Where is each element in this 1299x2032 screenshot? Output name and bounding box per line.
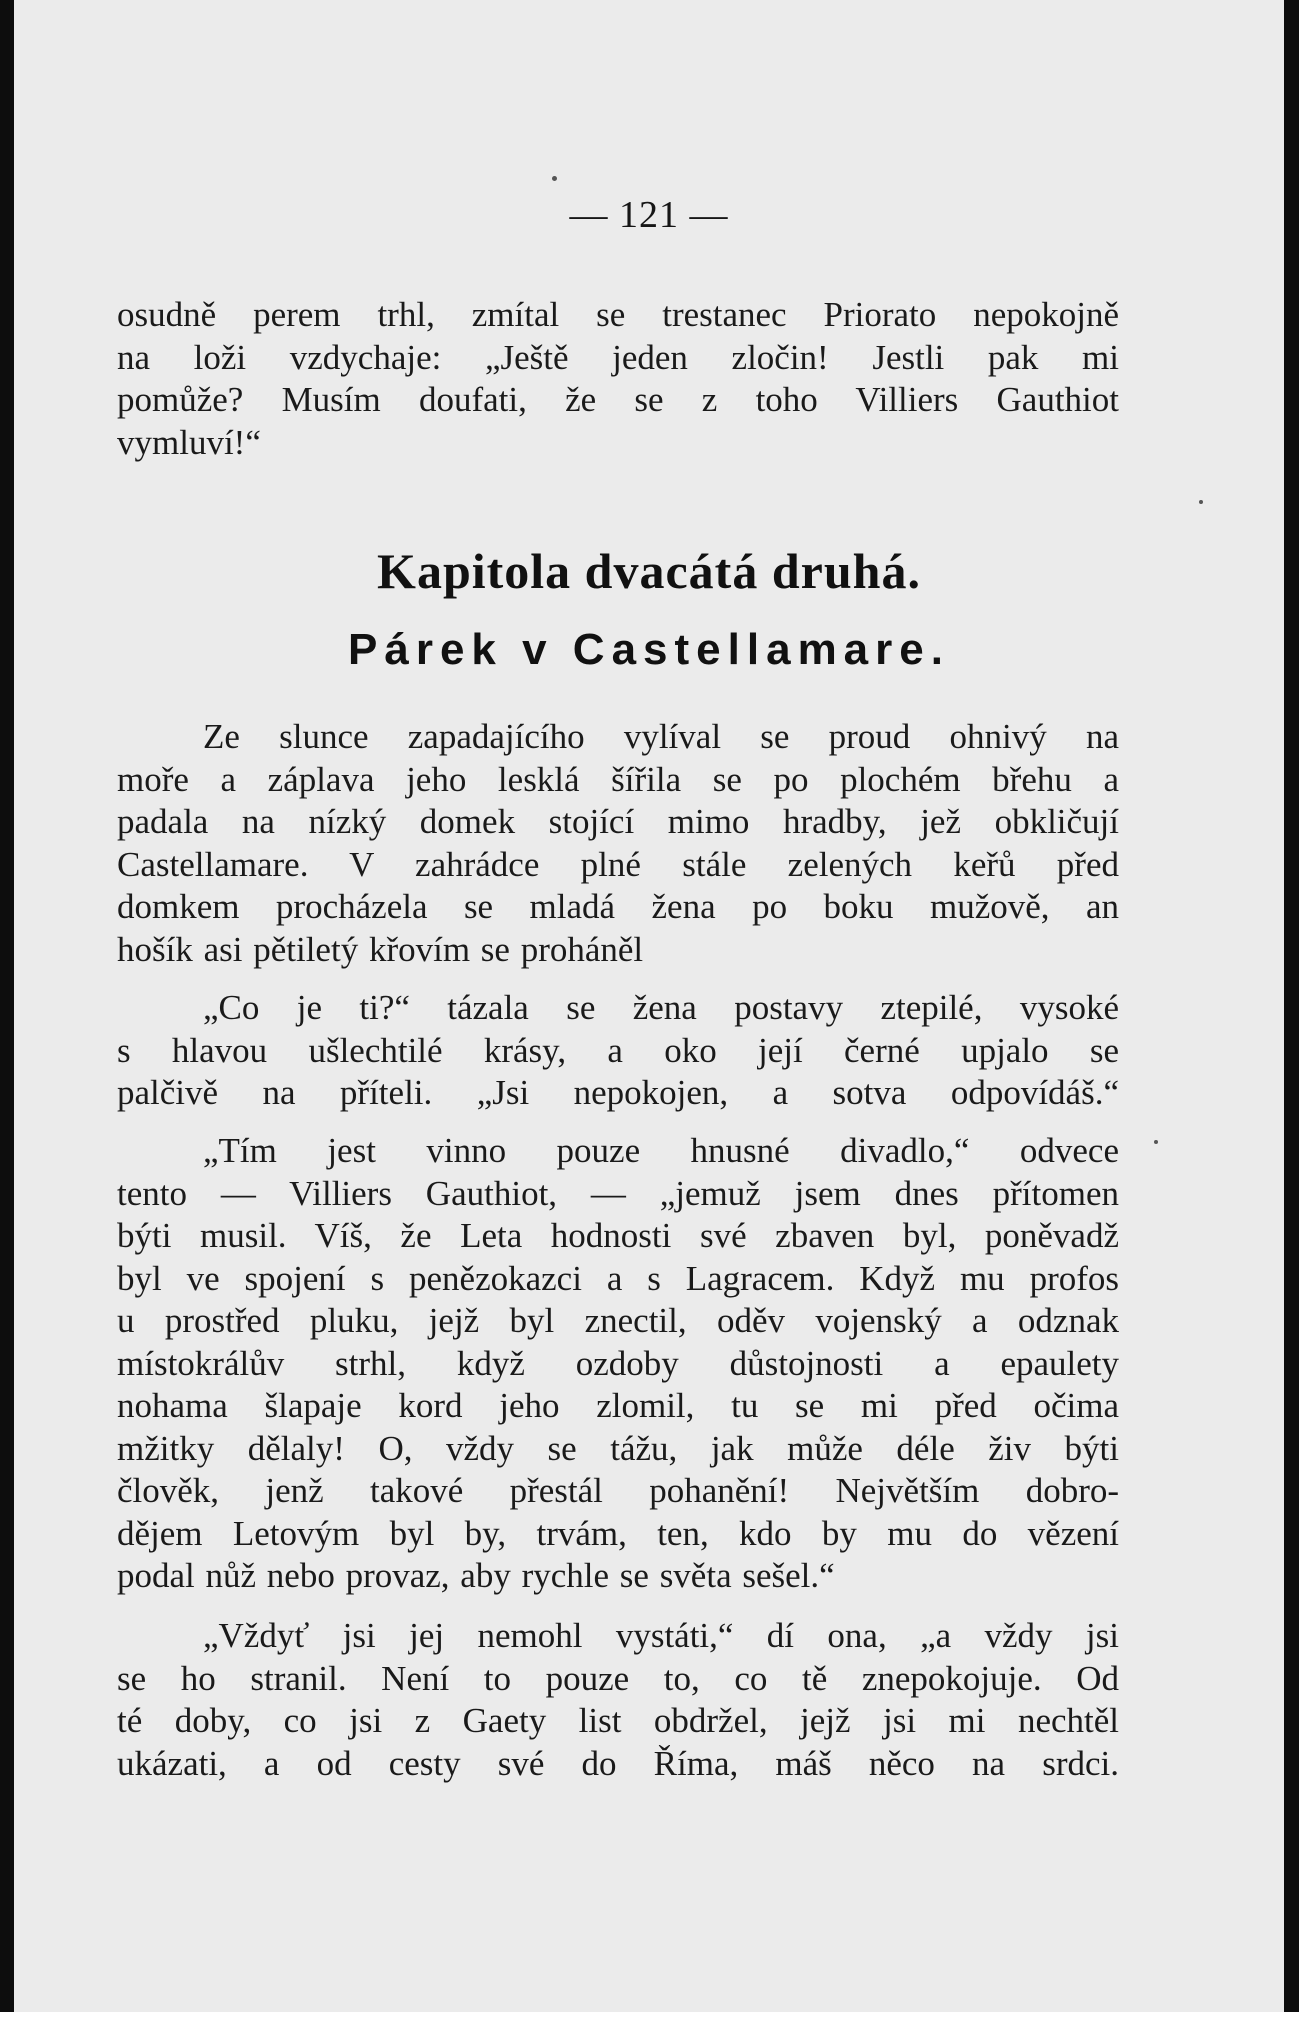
text-line: dějem Letovým byl by, trvám, ten, kdo by mu do vězení [117, 1513, 1119, 1553]
text-line: podal nůž nebo provaz, aby rychle se světa sešel.“ [117, 1556, 835, 1595]
book-page [14, 0, 1284, 2012]
text-line: domkem procházela se mladá žena po boku mužově, an [117, 887, 1119, 926]
text-line: člověk, jenž takové přestál pohanění! Největším dobro- [117, 1471, 1119, 1510]
text-line: „Co je ti?“ tázala se žena postavy ztepilé, vysoké [203, 988, 1119, 1027]
paragraph-1 [117, 716, 1119, 971]
chapter-title: Kapitola dvacátá druhá. [377, 543, 921, 599]
text-line: s hlavou ušlechtilé krásy, a oko její černé upjalo se [117, 1030, 1119, 1070]
text-line: mžitky dělaly! O, vždy se tážu, jak může déle živ býti [117, 1428, 1119, 1468]
text-line: na loži vzdychaje: „Ještě jeden zločin! Jestli pak mi [117, 337, 1119, 377]
chapter-subtitle: Párek v Castellamare. [348, 625, 950, 674]
text-line: místokrálův strhl, když ozdoby důstojnosti a epaulety [117, 1343, 1119, 1383]
ink-speck [1154, 1140, 1158, 1144]
text-line: se ho stranil. Není to pouze to, co tě znepokojuje. Od [117, 1658, 1119, 1698]
text-line: osudně perem trhl, zmítal se trestanec Priorato nepokojně [117, 295, 1119, 334]
text-line: vymluví!“ [117, 422, 261, 462]
text-line: tento — Villiers Gauthiot, — „jemuž jsem dnes přítomen [117, 1173, 1119, 1213]
text-line: ukázati, a od cesty své do Říma, máš něco na srdci. [117, 1743, 1119, 1783]
text-line: nohama šlapaje kord jeho zlomil, tu se mi před očima [117, 1386, 1119, 1425]
text-line: pomůže? Musím doufati, že se z toho Villiers Gauthiot [117, 380, 1119, 419]
text-line: Castellamare. V zahrádce plné stále zelených keřů před [117, 844, 1119, 884]
ink-speck [1199, 500, 1203, 504]
text-line: u prostřed pluku, jejž byl znectil, oděv vojenský a odznak [117, 1301, 1119, 1340]
page-number: — 121 — [569, 194, 729, 236]
text-line: býti musil. Víš, že Leta hodnosti své zbaven byl, poněvadž [117, 1216, 1119, 1255]
text-line: „Vždyť jsi jej nemohl vystáti,“ dí ona, „a vždy jsi [203, 1616, 1119, 1655]
text-line: hošík asi pětiletý křovím se proháněl [117, 929, 644, 969]
text-line: té doby, co jsi z Gaety list obdržel, jejž jsi mi nechtěl [117, 1701, 1119, 1740]
text-line: „Tím jest vinno pouze hnusné divadlo,“ odvece [203, 1131, 1119, 1170]
paragraph-2 [117, 987, 1119, 1115]
ink-speck [552, 176, 557, 181]
intro-paragraph [117, 294, 1119, 464]
text-line: byl ve spojení s penězokazci a s Lagracem. Když mu profos [117, 1258, 1119, 1298]
text-line: palčivě na příteli. „Jsi nepokojen, a sotva odpovídáš.“ [117, 1073, 1119, 1112]
text-line: moře a záplava jeho lesklá šířila se po plochém břehu a [117, 759, 1119, 799]
text-line: padala na nízký domek stojící mimo hradby, jež obkličují [117, 802, 1119, 841]
paragraph-4 [117, 1615, 1119, 1785]
paragraph-3 [117, 1130, 1119, 1598]
scan-border [0, 2012, 1299, 2032]
text-line: Ze slunce zapadajícího vylíval se proud ohnivý na [203, 717, 1119, 756]
